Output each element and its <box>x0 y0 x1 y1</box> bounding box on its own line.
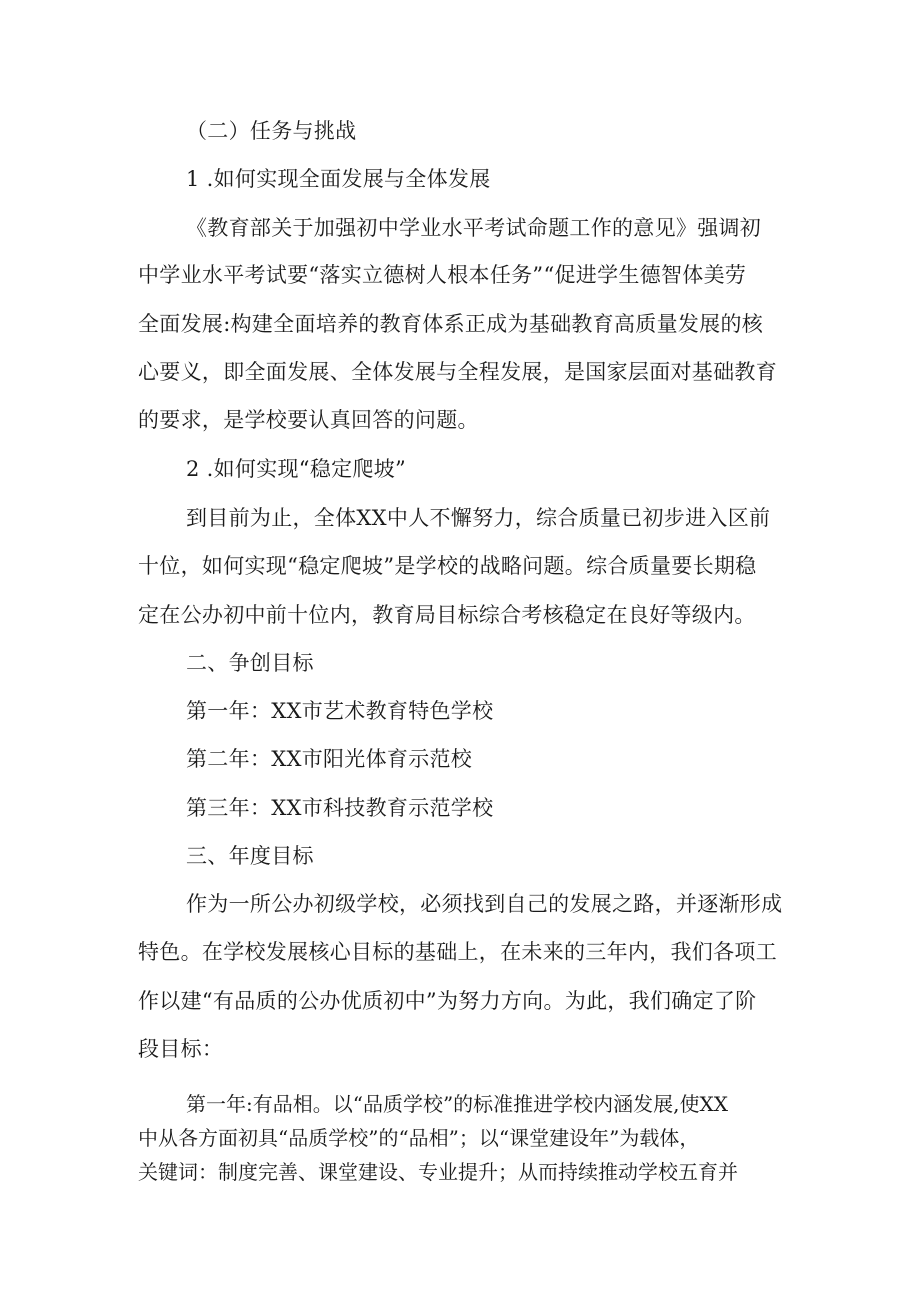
paragraph-line: 作为一所公办初级学校，必须找到自己的发展之路，并逐渐形成 <box>186 892 783 916</box>
goal-year-3: 第三年：XX市科技教育示范学校 <box>186 796 494 820</box>
subheading-2: 2 .如何实现“稳定爬坡” <box>186 457 407 481</box>
section-heading-tasks-challenges: （二）任务与挑战 <box>186 119 357 143</box>
section-heading-goals: 二、争创目标 <box>186 651 314 675</box>
paragraph-line: 《教育部关于加强初中学业水平考试命题工作的意见》强调初 <box>186 216 762 240</box>
paragraph-line: 关键词：制度完善、课堂建设、专业提升；从而持续推动学校五育并 <box>138 1160 738 1184</box>
paragraph-line: 中学业水平考试要“落实立德树人根本任务”“促进学生德智体美劳 <box>138 263 747 287</box>
paragraph-line: 到目前为止，全体XX中人不懈努力，综合质量已初步进入区前 <box>186 506 771 530</box>
paragraph-line: 段目标： <box>138 1037 224 1061</box>
paragraph-line: 中从各方面初具“品质学校”的“品相”；以“课堂建设年”为载体， <box>138 1126 700 1150</box>
paragraph-line: 第一年:有品相。以“品质学校”的标准推进学校内涵发展,使XX <box>186 1092 729 1116</box>
paragraph-line: 特色。在学校发展核心目标的基础上，在未来的三年内，我们各项工 <box>138 940 777 964</box>
section-heading-annual-goals: 三、年度目标 <box>186 844 314 868</box>
goal-year-1: 第一年：XX市艺术教育特色学校 <box>186 699 494 723</box>
paragraph-line: 全面发展:构建全面培养的教育体系正成为基础教育高质量发展的核 <box>138 312 764 336</box>
paragraph-line: 定在公办初中前十位内，教育局目标综合考核稳定在良好等级内。 <box>138 603 756 627</box>
paragraph-line: 的要求，是学校要认真回答的问题。 <box>138 408 479 432</box>
goal-year-2: 第二年：XX市阳光体育示范校 <box>186 747 473 771</box>
subheading-1: 1 .如何实现全面发展与全体发展 <box>186 167 491 191</box>
paragraph-line: 作以建“有品质的公办优质初中”为努力方向。为此，我们确定了阶 <box>138 989 757 1013</box>
paragraph-line: 十位，如何实现“稳定爬坡”是学校的战略问题。综合质量要长期稳 <box>138 554 757 578</box>
paragraph-line: 心要义，即全面发展、全体发展与全程发展，是国家层面对基础教育 <box>138 360 777 384</box>
